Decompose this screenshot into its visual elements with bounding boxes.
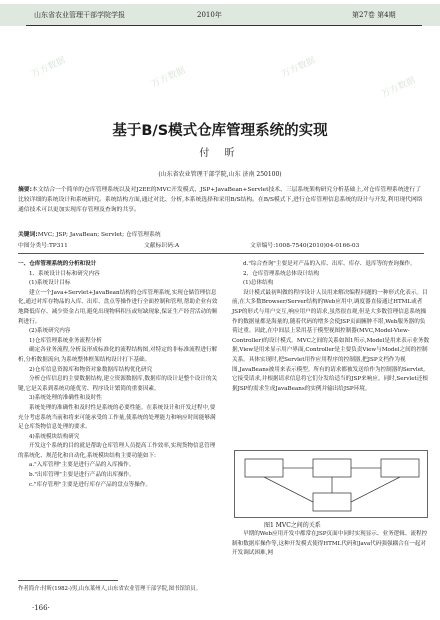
keywords [18, 229, 424, 238]
subsection-heading: 1、系统设计目标和研究内容 [29, 270, 100, 277]
abstract-label: 摘要: [18, 187, 32, 193]
left-column [18, 260, 218, 490]
paragraph: 2)仓库信息资源库和物资对象数据库结构优化研究 [29, 366, 153, 373]
subsection-heading: 2、仓库管理系统总体设计结构 [243, 270, 320, 277]
paper-author: 付 昕 [199, 148, 241, 159]
journal-name: 山东省农业管理干部学院学报 [34, 11, 125, 19]
keywords-text: MVC; JSP; JavaBean; Servlet; 仓库管理系统 [37, 232, 161, 238]
paragraph: 确定各业务流程,分析及形成标准化的流程结构图,对特定的非标准流程进行解析,分析数据流向,为系统整体框架结构设计打下基础。 [18, 347, 218, 363]
figure-arrow [351, 477, 400, 502]
figure-box [313, 493, 351, 511]
mvc-diagram [235, 451, 429, 519]
author-affiliation: (山东省农业管理干部学院,山东 济南 250100) [158, 171, 282, 178]
meta-divider [18, 253, 424, 254]
author-footnote: 作者简介:付昕(1982-)男,山东莱州人,山东省农业管理干部学院,图书馆馆员。 [18, 586, 202, 592]
abstract-text: 本文结合一个简单的仓库管理系统以及对J2EE的MVC开发模式、JSP+JavaBean+Servlet技术、三层系统架构研究分析基础上,对仓库管理系统进行了比较详细的系统设计和系统研究。系统结构方面,通过对比、分析,本系统选择和采用B/S结构。在B/S模式下,进行仓库管理信息系统的设计与开发,利用现代网络通信技术可以更加实现库存管理及查询的共享。 [18, 187, 423, 213]
right-column-continued [232, 530, 430, 559]
paragraph: 建立一个Java+Servlet+JavaBean结构的仓库管理系统,实现仓储管理信息化,通过对库存物品的入库、出库、盘点等操作进行全面控制和管理,帮助企业有效地降低库存、减少资金占用,避免出现物料积压或短缺现象,保证生产经营活动的顺利进行。 [18, 289, 218, 325]
journal-year: 2010年 [197, 11, 222, 19]
watermark: 万方数据 [150, 65, 188, 91]
paragraph: 开发这个系统的目的就是帮助仓库管理人员提高工作效率,实现货物信息管理的系统化、规范化和自动化,系统模块结构主要功能如下: [18, 443, 216, 459]
paragraph: 设计模式最初叫做的程序设计人员用来解决编程问题的一种形式化表示。目前,在大多数Browser/Server结构的Web应用中,调度器直接通过HTML或者JSP的形式与用户交互,响应用户的请求,虽然很直观,但是大多数管理信息系统操作的数据量都是海量的,随着代码的增多会使JSP页面臃肿不堪,Web服务器的负荷过重。因此,在中间层上采用基于模型视图控制器(MVC,Model-View-Controller)的设计模式。MVC之间的关系如图1所示,Model是用来表示业务数据,View是用来显示用户界面,Controller是主要负责View与Model之间的控制关系。具体实现时,把Servlet用作应用程序的控制器,把JSP文档作为视图,JavaBeans被用来表示模型。所有的请求都被发送给作为控制器的Servlet,它接受请求,并根据请求信息将它们分发给适当的JSP来响应。同时,Servlet还根据JSP的需求生成JavaBeans的实例并输出给JSP环境。 [232, 289, 430, 392]
paragraph: 早期的Web应用开发中都常在JSP页面中同时实现显示、业务逻辑、流程控制和数据库操作等,这种开发模式使得HTML代码和Java代码强强耦合在一起对开发调试困难,网 [232, 531, 428, 557]
list-item: c."库存管理"主要是进行库存产品的盘点等操作。 [29, 481, 151, 488]
right-column [232, 260, 430, 394]
mvc-figure [234, 450, 428, 518]
figure-arrow [264, 477, 313, 502]
paragraph: 1)仓库管理系统业务流程分析 [29, 337, 102, 344]
paper-title: 基于B/S模式仓库管理系统的实现 [112, 123, 328, 139]
clc-number: 中图分类号:TP311 [18, 243, 68, 249]
paragraph: 分析仓库信息的主要数据结构,建立资源数据库,数据库的设计是整个设计的关键,它是关系到系统功能优劣、程序设计繁简的重要因素。 [18, 376, 218, 392]
paragraph: d."综合查询"主要是对产品的入库、出库、库存、退库等的查询操作。 [243, 261, 416, 267]
subsubsection-heading: (1)总体结构 [243, 280, 274, 287]
abstract [18, 185, 424, 215]
keywords-label: 关键词: [18, 232, 38, 238]
header-divider [26, 25, 422, 26]
article-number: 文章编号:1008-7540(2010)04-0166-03 [250, 243, 360, 249]
paragraph: 系统处理的准确性和及时性是系统的必要性能。在系统设计和开发过程中,要充分考虑系统当前和将来可能承受的工作量,使系统的处理能力和响应时间能够满足仓库货物信息处理的要求。 [18, 404, 216, 431]
watermark: 万方数据 [380, 75, 418, 101]
journal-volume-issue: 第27卷 第4期 [352, 11, 396, 19]
section-heading: 一、仓库管理系统的分析和设计 [18, 261, 97, 267]
list-item: b."出库管理"主要是进行产品的出库操作。 [29, 472, 135, 479]
list-item: a."入库管理"主要是进行产品的入库操作。 [29, 462, 135, 469]
footnote-divider [18, 580, 118, 581]
watermark: 万方数据 [30, 55, 68, 81]
figure-box [245, 459, 283, 477]
figure-box [381, 459, 419, 477]
subsubsection-heading: (2)系统研究内容 [29, 328, 71, 335]
figure-caption: 图1 MVC之间的关系 [264, 522, 321, 529]
page-number: ·166· [32, 604, 50, 612]
paragraph: 3)系统处理的准确性和及时性 [29, 395, 102, 402]
watermark: 万方数据 [280, 55, 318, 81]
subsubsection-heading: (1)系统设计目标 [29, 280, 71, 287]
doc-code: 文献标识码:A [144, 243, 180, 249]
paragraph: 4)系统模块结构研究 [29, 433, 80, 440]
figure-box [313, 459, 351, 477]
